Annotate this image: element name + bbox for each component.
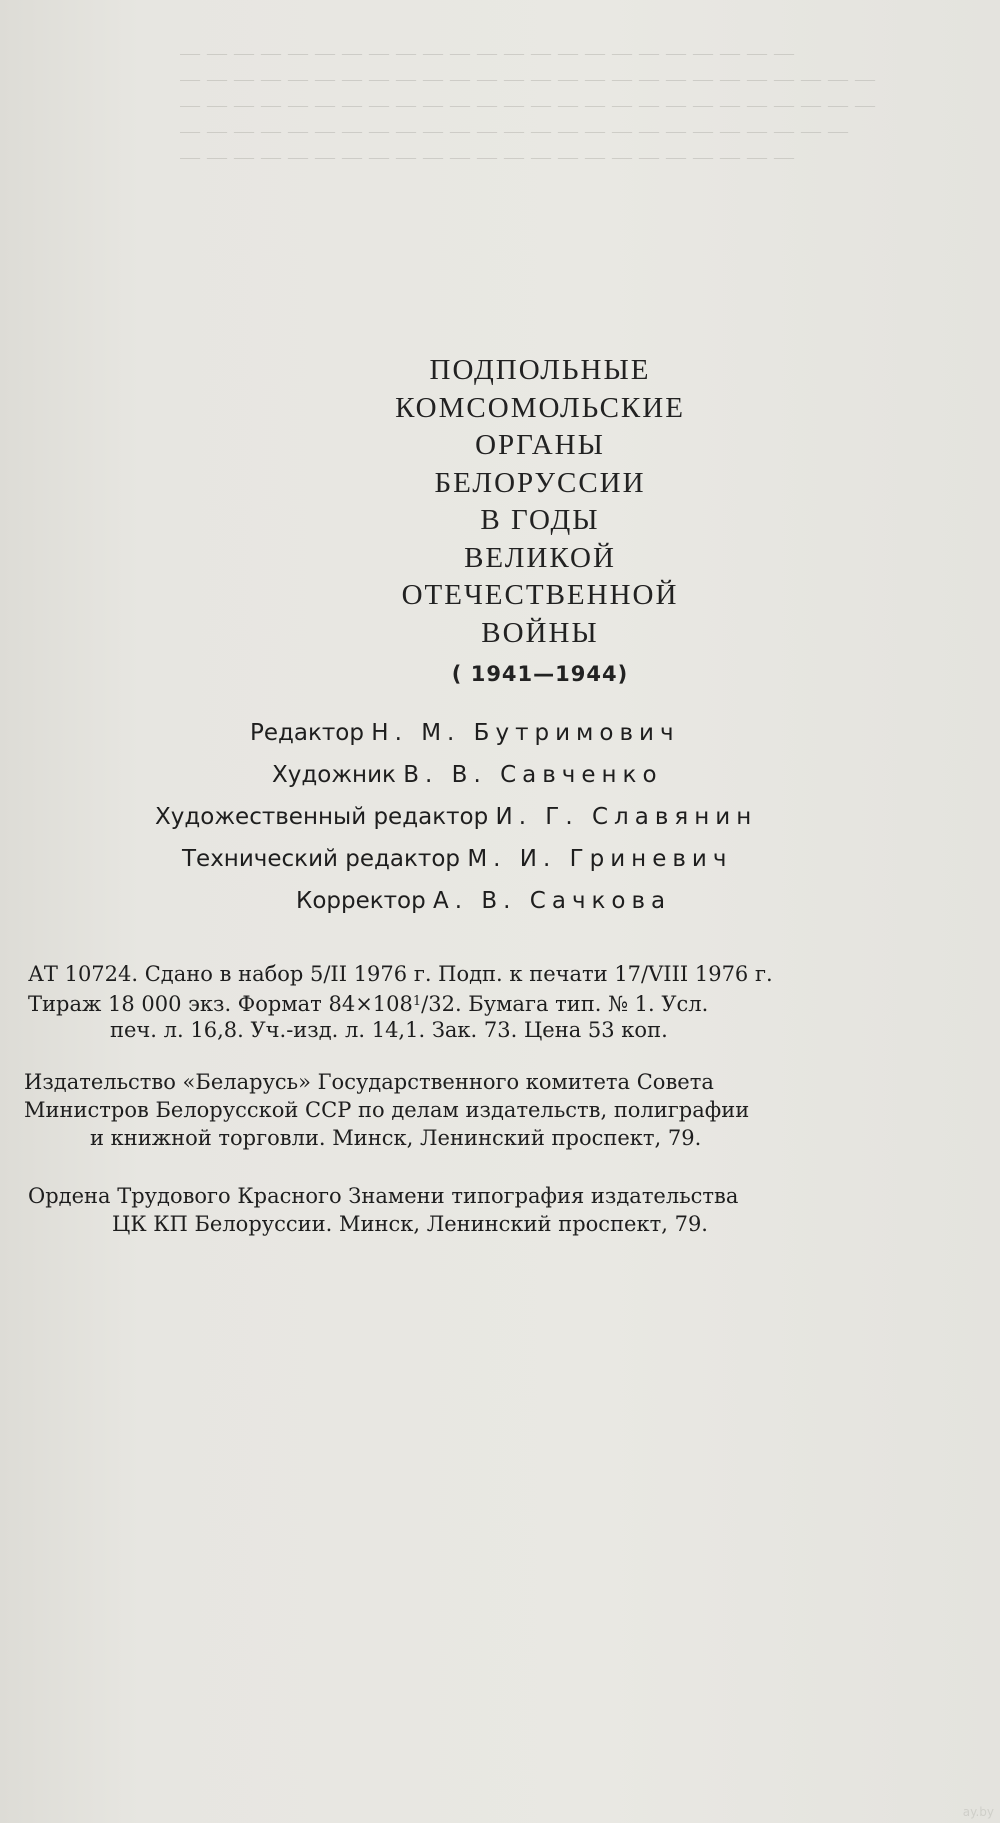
print-info-format: Тираж 18 000 экз. Формат 84×108 [28, 992, 413, 1016]
title-line: ОРГАНЫ [475, 429, 605, 461]
credit-person: А. В. Сачкова [433, 888, 672, 914]
credit-editor [250, 720, 680, 746]
credit-artist [272, 762, 663, 788]
title-line: ВЕЛИКОЙ [464, 541, 616, 574]
title-line: В ГОДЫ [480, 504, 600, 536]
print-info-line [28, 988, 708, 1018]
publisher-line: Издательство «Беларусь» Государственного комитета Совета [24, 1070, 714, 1094]
title-years: ( 1941—1944) [451, 662, 629, 686]
credit-person: В. В. Савченко [403, 762, 663, 788]
title-line: КОМСОМОЛЬСКИЕ [395, 391, 685, 424]
credit-role: Технический редактор [182, 846, 460, 872]
publisher-line: Министров Белорусской ССР по делам издательств, полиграфии [24, 1098, 750, 1122]
print-info-format-sup: 1 [412, 994, 422, 1009]
credit-role: Корректор [296, 888, 426, 914]
credit-person: М. И. Гриневич [467, 846, 733, 872]
credit-person: И. Г. Славянин [495, 804, 758, 830]
publisher-line: и книжной торговли. Минск, Ленинский проспект, 79. [90, 1126, 702, 1150]
printer-line: Ордена Трудового Красного Знамени типография издательства [28, 1184, 739, 1208]
watermark: ay.by [962, 1805, 994, 1819]
credit-role: Художественный редактор [155, 804, 489, 830]
title-line: ПОДПОЛЬНЫЕ [429, 354, 651, 386]
printer-line: ЦК КП Белоруссии. Минск, Ленинский проспект, 79. [112, 1212, 708, 1236]
print-info-line: АТ 10724. Сдано в набор 5/II 1976 г. Подп. к печати 17/VIII 1976 г. [28, 962, 773, 986]
title-line: ОТЕЧЕСТВЕННОЙ [401, 579, 679, 611]
bleed-through-text: — — — — — — — — — — — — — — — — — — — — — — — — — — — — — — — — — — — — — — — — — — — — — — — — — — — — — — — — — — — — — — — — — — — — — — — — — — — — — — — — — — — — — — — — — — — — — — — — — — — — — — — — — — — — — — — — — — — — — — — — — — — [180, 42, 876, 168]
title-line: ВОЙНЫ [481, 616, 599, 649]
credit-role: Художник [272, 762, 396, 788]
credit-art-editor [155, 804, 757, 830]
book-title [300, 352, 780, 694]
print-info-paper: /32. Бумага тип. № 1. Усл. [421, 992, 709, 1016]
credit-proofreader [296, 888, 671, 914]
credit-role: Редактор [250, 720, 364, 746]
credit-person: Н. М. Бутримович [371, 720, 680, 746]
print-info-line: печ. л. 16,8. Уч.-изд. л. 14,1. Зак. 73. Цена 53 коп. [110, 1018, 668, 1042]
credit-tech-editor [182, 846, 732, 872]
title-line: БЕЛОРУССИИ [434, 466, 646, 499]
